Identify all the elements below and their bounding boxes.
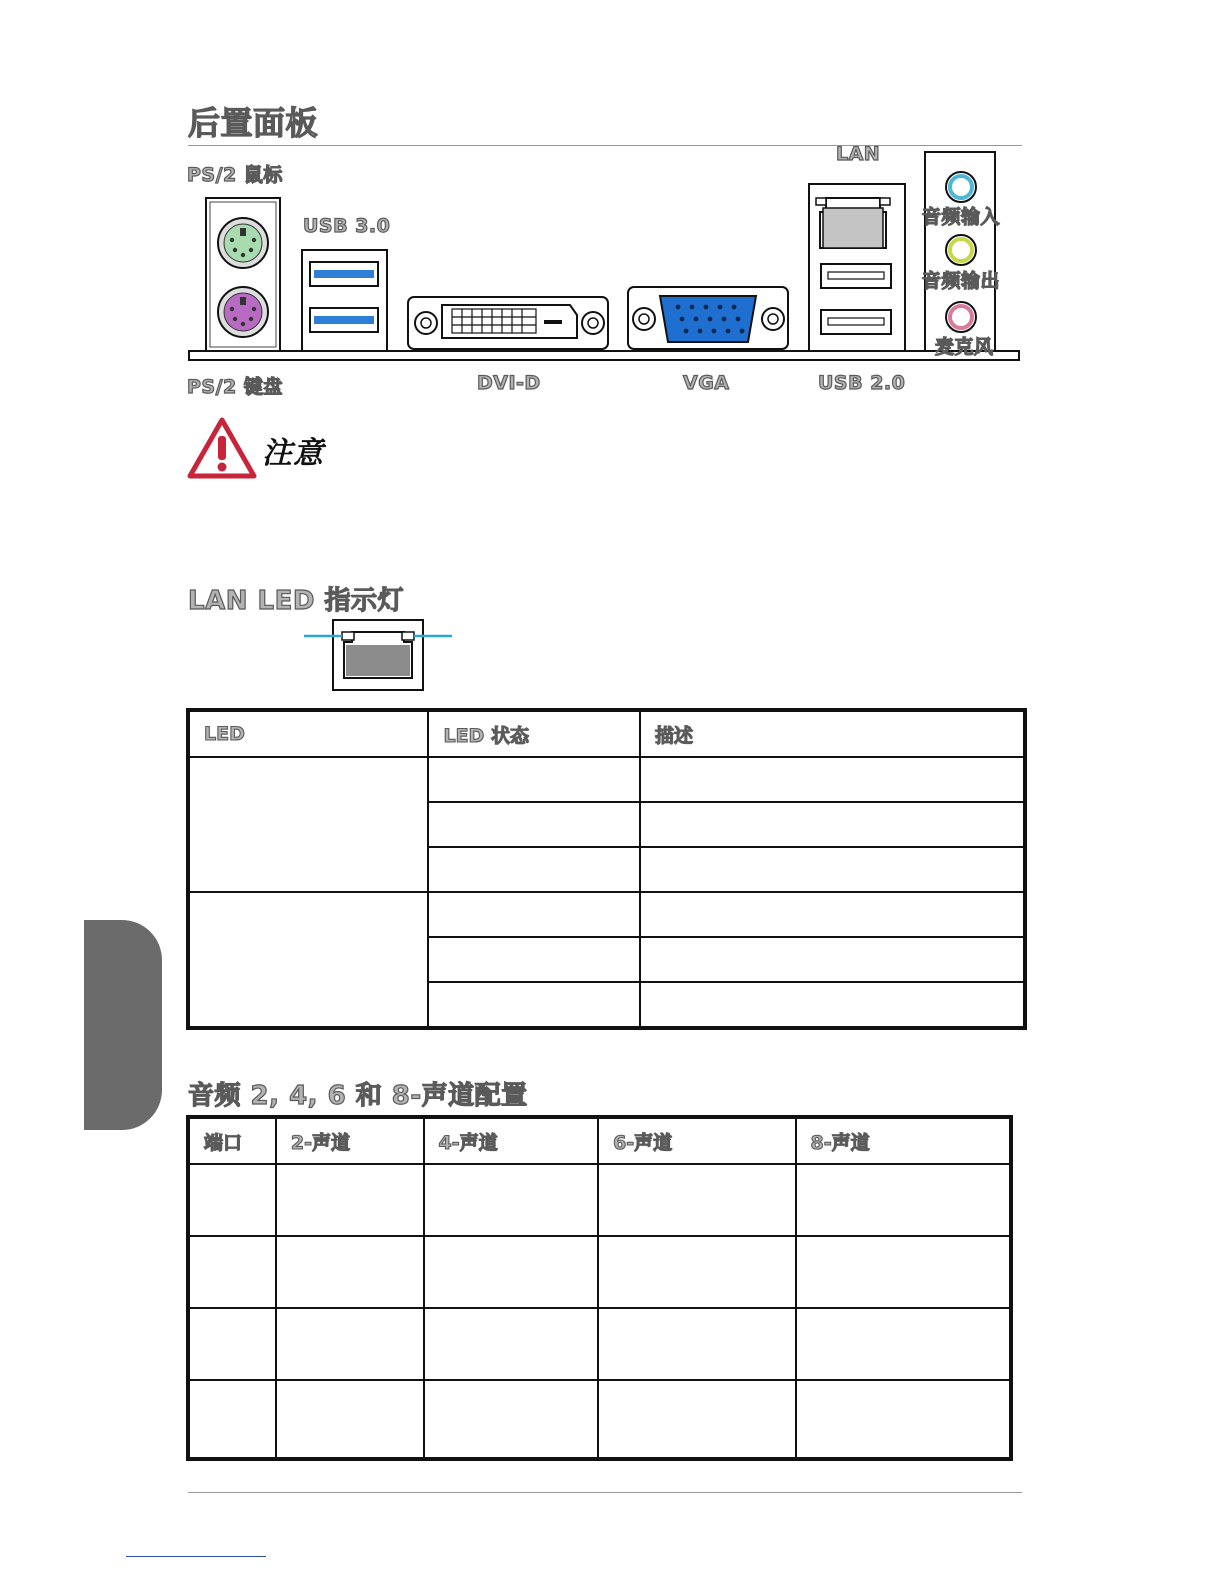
audio-col-4ch: 4-声道: [424, 1118, 599, 1164]
footnote-rule: [126, 1556, 266, 1557]
panel-base: [189, 351, 1019, 360]
led-col-status: LED 状态: [428, 711, 640, 757]
table-cell: [796, 1236, 1010, 1308]
ps2-keyboard-port: [218, 287, 268, 337]
table-cell: [424, 1164, 599, 1236]
table-cell: [428, 937, 640, 982]
audio-table: [188, 1117, 1011, 1459]
table-cell: [640, 802, 1024, 847]
label-mic: 麦克风: [935, 336, 994, 358]
audio-block: [925, 152, 995, 351]
table-cell: [428, 982, 640, 1027]
table-cell: [189, 1308, 276, 1380]
table-cell: [598, 1164, 795, 1236]
table-cell: [796, 1164, 1010, 1236]
led-col-led: LED: [189, 711, 428, 757]
table-cell: [189, 1380, 276, 1458]
table-cell: [598, 1380, 795, 1458]
table-cell: [428, 757, 640, 802]
label-usb20: USB 2.0: [818, 372, 906, 394]
led-table: [188, 710, 1025, 1028]
audio-col-8ch: 8-声道: [796, 1118, 1010, 1164]
page-title: 后置面板: [188, 104, 319, 142]
audio-col-6ch: 6-声道: [598, 1118, 795, 1164]
led-group-1: [189, 757, 428, 892]
table-cell: [640, 982, 1024, 1027]
label-vga: VGA: [683, 372, 730, 394]
ps2-mouse-port: [218, 218, 268, 268]
table-cell: [189, 1164, 276, 1236]
led-group-2: [189, 892, 428, 1027]
label-ps2-keyboard: PS/2 键盘: [187, 376, 283, 398]
audio-col-port: 端口: [189, 1118, 276, 1164]
label-usb30: USB 3.0: [303, 215, 391, 237]
footer-rule: [188, 1492, 1022, 1493]
table-cell: [276, 1164, 424, 1236]
lan-led-diagram: [300, 618, 460, 694]
label-audio-out: 音频输出: [922, 270, 1001, 292]
table-cell: [640, 757, 1024, 802]
chapter-side-tab: [84, 920, 162, 1130]
vga-port: [628, 287, 788, 349]
label-dvid: DVI-D: [477, 372, 541, 394]
table-cell: [276, 1236, 424, 1308]
table-cell: [424, 1236, 599, 1308]
table-cell: [276, 1308, 424, 1380]
lan-usb20-block: [809, 184, 905, 351]
table-cell: [424, 1380, 599, 1458]
audio-col-2ch: 2-声道: [276, 1118, 424, 1164]
table-cell: [796, 1380, 1010, 1458]
table-cell: [598, 1308, 795, 1380]
dvid-port: [408, 297, 608, 349]
label-ps2-mouse: PS/2 鼠标: [187, 164, 283, 186]
label-lan: LAN: [836, 143, 881, 165]
table-cell: [640, 892, 1024, 937]
table-cell: [189, 1236, 276, 1308]
caution-label: 注意: [262, 436, 324, 471]
label-audio-in: 音频输入: [922, 206, 1001, 228]
table-cell: [598, 1236, 795, 1308]
usb30-block: [302, 250, 387, 351]
table-cell: [796, 1308, 1010, 1380]
table-cell: [276, 1380, 424, 1458]
table-cell: [640, 937, 1024, 982]
led-col-desc: 描述: [640, 711, 1024, 757]
audio-title: 音频 2, 4, 6 和 8-声道配置: [188, 1081, 528, 1111]
table-cell: [640, 847, 1024, 892]
table-cell: [428, 892, 640, 937]
rear-panel-illustration: [180, 140, 1040, 370]
table-cell: [428, 847, 640, 892]
ps2-block: [206, 198, 280, 351]
table-cell: [424, 1308, 599, 1380]
caution-icon: [186, 416, 258, 480]
table-cell: [428, 802, 640, 847]
lan-led-title: LAN LED 指示灯: [188, 586, 404, 616]
